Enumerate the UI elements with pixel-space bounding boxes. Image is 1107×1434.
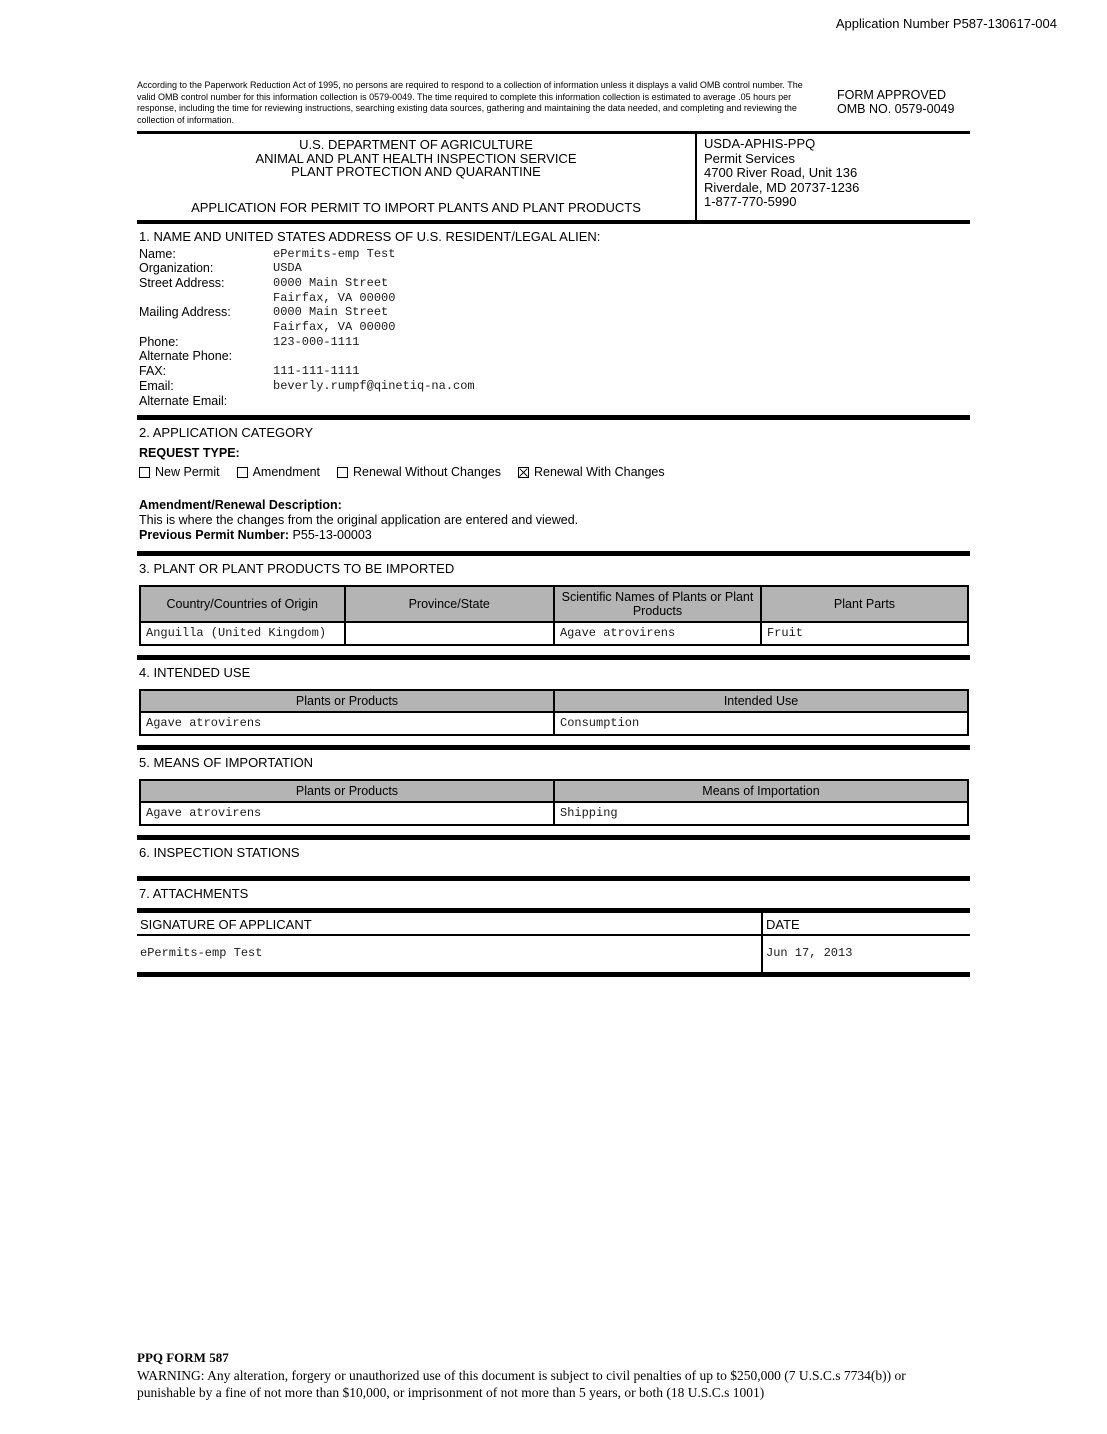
field-row xyxy=(139,247,970,262)
applicant-fields xyxy=(137,247,970,409)
pra-row xyxy=(137,80,970,126)
column-header: Scientific Names of Plants or Plant Products xyxy=(554,586,761,622)
table-row xyxy=(140,622,968,645)
date-label: DATE xyxy=(763,913,970,936)
form-approved-line: FORM APPROVED xyxy=(837,88,947,102)
form-approved-block xyxy=(825,80,970,126)
agency-line: U.S. DEPARTMENT OF AGRICULTURE xyxy=(299,137,533,152)
section5-title: 5. MEANS OF IMPORTATION xyxy=(139,755,314,771)
field-value: Fairfax, VA 00000 xyxy=(273,290,396,305)
field-row xyxy=(139,335,970,350)
application-number: Application Number P587-130617-004 xyxy=(835,16,1057,31)
table-row xyxy=(140,802,968,825)
section4-title: 4. INTENDED USE xyxy=(139,665,251,681)
field-label: FAX: xyxy=(139,364,167,379)
spacer xyxy=(137,826,970,835)
field-label: Email: xyxy=(139,378,174,393)
field-label: Alternate Phone: xyxy=(139,349,233,364)
field-label: Phone: xyxy=(139,334,179,349)
agency-line: ANIMAL AND PLANT HEALTH INSPECTION SERVICE xyxy=(255,150,577,166)
office-line: 4700 River Road, Unit 136 xyxy=(704,165,858,181)
checkbox-amendment[interactable] xyxy=(237,467,248,478)
checkbox-label: Renewal Without Changes xyxy=(353,465,501,480)
agency-header-left xyxy=(137,134,695,220)
checkbox-option-renewal-with-changes[interactable] xyxy=(518,465,665,479)
agency-line: PLANT PROTECTION AND QUARANTINE xyxy=(291,164,541,179)
field-label: Name: xyxy=(139,246,176,261)
form-title: APPLICATION FOR PERMIT TO IMPORT PLANTS AND PLANT PRODUCTS xyxy=(191,199,641,215)
table-cell: Shipping xyxy=(554,802,968,825)
field-row xyxy=(139,320,970,335)
section1-title: 1. NAME AND UNITED STATES ADDRESS OF U.S. RESIDENT/LEGAL ALIEN: xyxy=(139,228,601,244)
amendment-description-text: This is where the changes from the original application are entered and viewed. xyxy=(139,513,579,528)
checkbox-new-permit[interactable] xyxy=(139,467,150,478)
previous-permit-line xyxy=(137,528,970,542)
spacer xyxy=(137,736,970,745)
spacer xyxy=(137,863,970,876)
field-value: 111-111-1111 xyxy=(273,364,360,379)
column-header: Means of Importation xyxy=(554,780,968,802)
column-header: Province/State xyxy=(345,586,554,622)
field-row xyxy=(139,305,970,320)
imported-products-table xyxy=(139,585,969,646)
checkbox-renewal-without-changes[interactable] xyxy=(337,467,348,478)
column-header: Country/Countries of Origin xyxy=(140,586,345,622)
office-line: Riverdale, MD 20737-1236 xyxy=(704,179,860,195)
field-label: Mailing Address: xyxy=(139,305,231,320)
table-cell: Agave atrovirens xyxy=(140,802,554,825)
page-footer xyxy=(137,1350,949,1401)
field-row xyxy=(139,364,970,379)
date-cell xyxy=(763,913,970,972)
agency-header-right xyxy=(695,134,970,220)
checkbox-label: Renewal With Changes xyxy=(534,465,665,480)
means-of-importation-table xyxy=(139,779,969,826)
field-label: Alternate Email: xyxy=(139,393,228,408)
signature-value: ePermits-emp Test xyxy=(140,946,263,961)
table-cell xyxy=(345,622,554,645)
checkbox-option-renewal-without-changes[interactable] xyxy=(337,465,501,479)
request-type-options xyxy=(137,465,970,479)
table-cell: Agave atrovirens xyxy=(554,622,761,645)
table-cell: Fruit xyxy=(761,622,968,645)
field-label xyxy=(139,320,273,335)
field-row xyxy=(139,379,970,394)
column-header: Plants or Products xyxy=(140,780,554,802)
section7-title: 7. ATTACHMENTS xyxy=(139,886,249,902)
section3-title: 3. PLANT OR PLANT PRODUCTS TO BE IMPORTED xyxy=(139,561,455,577)
field-row xyxy=(139,394,970,409)
section6-title: 6. INSPECTION STATIONS xyxy=(139,845,300,861)
field-row xyxy=(139,261,970,276)
omb-number: OMB NO. 0579-0049 xyxy=(837,102,955,116)
request-type-label: REQUEST TYPE: xyxy=(139,446,240,461)
intended-use-table xyxy=(139,689,969,736)
date-value: Jun 17, 2013 xyxy=(766,946,853,961)
field-value: Fairfax, VA 00000 xyxy=(273,320,396,335)
field-label: Organization: xyxy=(139,261,214,276)
office-line: USDA-APHIS-PPQ xyxy=(704,136,816,151)
field-row xyxy=(139,291,970,306)
previous-permit-label: Previous Permit Number: xyxy=(139,528,290,543)
field-value: ePermits-emp Test xyxy=(273,246,396,261)
field-value: 0000 Main Street xyxy=(273,275,389,290)
field-value: USDA xyxy=(273,261,302,276)
signature-label: SIGNATURE OF APPLICANT xyxy=(137,913,761,936)
checkbox-option-amendment[interactable] xyxy=(237,465,320,479)
checkbox-label: Amendment xyxy=(252,465,320,480)
field-value: beverly.rumpf@qinetiq-na.com xyxy=(273,378,475,393)
form-content xyxy=(137,0,970,977)
paperwork-reduction-notice: According to the Paperwork Reduction Act of 1995, no persons are required to respond to a collection of information unless it displays a valid OMB control number. The valid OMB control number for this information collection is 0579-0049. The time required to complete this information collection is estimated to average .05 hours per response, including the time for reviewing instructions, searching existing data sources, gathering and maintaining the data needed, and completing and reviewing the collection of information. xyxy=(137,80,803,125)
form-number: PPQ FORM 587 xyxy=(137,1350,229,1365)
field-label: Street Address: xyxy=(139,275,225,290)
signature-cell xyxy=(137,913,763,972)
agency-header xyxy=(137,131,970,224)
table-cell: Agave atrovirens xyxy=(140,712,554,735)
field-label xyxy=(139,291,273,306)
section2-title: 2. APPLICATION CATEGORY xyxy=(139,425,314,441)
table-row xyxy=(140,712,968,735)
amendment-description-label: Amendment/Renewal Description: xyxy=(139,498,342,513)
checkbox-label: New Permit xyxy=(155,465,220,480)
field-value: 0000 Main Street xyxy=(273,305,389,320)
column-header: Plants or Products xyxy=(140,690,554,712)
field-value: 123-000-1111 xyxy=(273,334,360,349)
column-header: Intended Use xyxy=(554,690,968,712)
column-header: Plant Parts xyxy=(761,586,968,622)
checkbox-renewal-with-changes[interactable] xyxy=(518,467,529,478)
previous-permit-value: P55-13-00003 xyxy=(292,528,372,543)
office-line: 1-877-770-5990 xyxy=(704,194,797,210)
table-cell: Consumption xyxy=(554,712,968,735)
table-cell: Anguilla (United Kingdom) xyxy=(140,622,345,645)
office-line: Permit Services xyxy=(704,150,796,166)
checkbox-option-new-permit[interactable] xyxy=(139,465,220,479)
field-row xyxy=(139,349,970,364)
warning-text: WARNING: Any alteration, forgery or unauthorized use of this document is subject to civil penalties of up to $250,000 (7 U.S.C.s 7734(b)) or punishable by a fine of not more than $10,000, or imprisonment of not more than 5 years, or both (18 U.S.C.s 1001) xyxy=(137,1368,906,1400)
signature-block xyxy=(137,913,970,977)
spacer xyxy=(137,646,970,655)
field-row xyxy=(139,276,970,291)
